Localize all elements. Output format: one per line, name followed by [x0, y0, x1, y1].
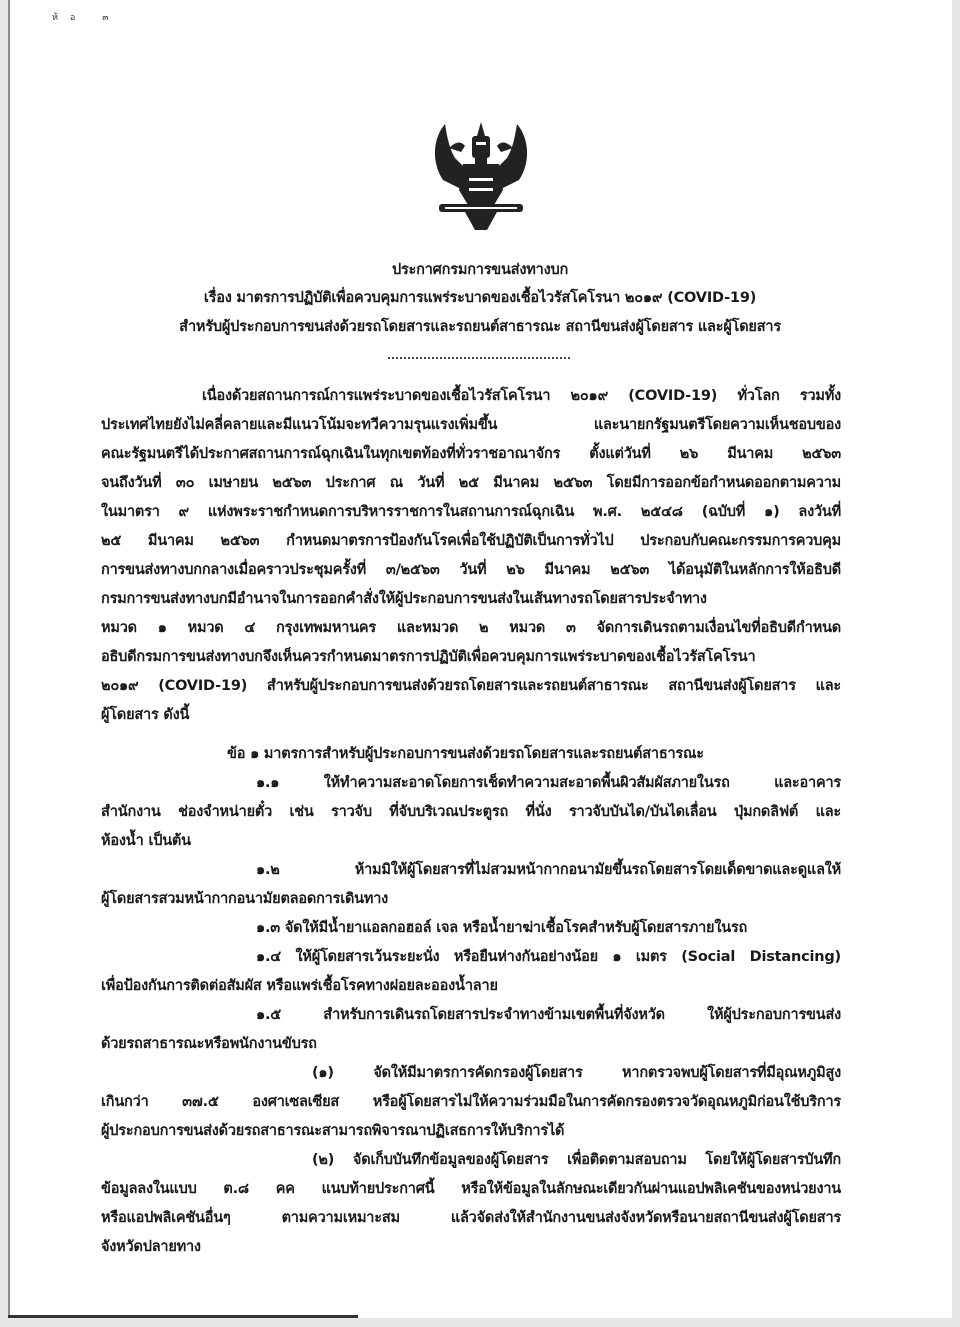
sub-item-2-line: (๒) จัดเก็บบันทึกข้อมูลของผู้โดยสาร เพื่อติดตามสอบถาม โดยให้ผู้โดยสารบันทึก [312, 1152, 841, 1168]
preamble-line: การขนส่งทางบกกลางเมื่อคราวประชุมครั้งที่ ๓/๒๕๖๓ วันที่ ๒๖ มีนาคม ๒๕๖๓ ได้อนุมัติในหลักการให้อธิบดี [101, 562, 841, 578]
sub-item-2-line: ข้อมูลลงในแบบ ต.๘ คค แนบท้ายประกาศนี้ หรือให้ข้อมูลในลักษณะเดียวกันผ่านแอปพลิเคชันของหน่วยงาน [101, 1181, 841, 1197]
sub-item-1-line: ผู้ประกอบการขนส่งด้วยรถสาธารณะสามารถพิจารณาปฏิเสธการให้บริการได้ [101, 1123, 565, 1139]
sub-item-1-line: เกินกว่า ๓๗.๕ องศาเซลเซียส หรือผู้โดยสารไม่ให้ความร่วมมือในการคัดกรองตรวจวัดอุณหภูมิก่อนใช้บริการ [101, 1094, 841, 1110]
garuda-emblem-icon [425, 118, 537, 236]
item-1-2-line: ๑.๒ ห้ามมิให้ผู้โดยสารที่ไม่สวมหน้ากากอนามัยขึ้นรถโดยสารโดยเด็ดขาดและดูแลให้ [256, 862, 841, 878]
sub-item-1-line: (๑) จัดให้มีมาตรการคัดกรองผู้โดยสาร หากตรวจพบผู้โดยสารที่มีอุณหภูมิสูง [312, 1065, 841, 1081]
preamble-line: อธิบดีกรมการขนส่งทางบกจึงเห็นควรกำหนดมาตรการปฏิบัติเพื่อควบคุมการแพร่ระบาดของเชื้อไวรัสโคโรนา [101, 649, 756, 665]
preamble-line: ผู้โดยสาร ดังนี้ [101, 707, 190, 723]
preamble-line: ประเทศไทยยังไม่คลี่คลายและมีแนวโน้มจะทวีความรุนแรงเพิ่มขึ้น และนายกรัฐมนตรีโดยความเห็นชอบของ [101, 417, 841, 433]
sub-item-2-line: จังหวัดปลายทาง [101, 1239, 201, 1255]
issuer-title: ประกาศกรมการขนส่งทางบก [391, 262, 569, 278]
preamble-line: หมวด ๑ หมวด ๔ กรุงเทพมหานคร และหมวด ๒ หมวด ๓ จัดการเดินรถตามเงื่อนไขที่อธิบดีกำหนด [101, 620, 841, 636]
subject-line-2: สำหรับผู้ประกอบการขนส่งด้วยรถโดยสารและรถยนต์สาธารณะ สถานีขนส่งผู้โดยสาร และผู้โดยสาร [179, 319, 781, 335]
preamble-line: เนื่องด้วยสถานการณ์การแพร่ระบาดของเชื้อไวรัสโคโรนา ๒๐๑๙ (COVID-19) ทั่วโลก รวมทั้ง [202, 388, 841, 404]
item-1-1-line: สำนักงาน ช่องจำหน่ายตั๋ว เช่น ราวจับ ที่จับบริเวณประตูรถ ที่นั่ง ราวจับบันได/บันไดเลื่อน ปุ่มกดลิฟต์ และ [101, 804, 841, 820]
item-1-5-line: ด้วยรถสาธารณะหรือพนักงานขับรถ [101, 1036, 317, 1052]
page-edge-shadow [8, 1315, 358, 1318]
title-divider [388, 357, 570, 359]
preamble-line: ๒๕ มีนาคม ๒๕๖๓ กำหนดมาตรการป้องกันโรคเพื่อใช้ปฏิบัติเป็นการทั่วไป ประกอบกับคณะกรรมการควบคุม [101, 533, 841, 549]
item-1-1-line: ๑.๑ ให้ทำความสะอาดโดยการเช็ดทำความสะอาดพื้นผิวสัมผัสภายในรถ และอาคาร [256, 775, 841, 791]
sub-item-2-line: หรือแอปพลิเคชันอื่นๆ ตามความเหมาะสม แล้วจัดส่งให้สำนักงานขนส่งจังหวัดหรือนายสถานีขนส่งผู้โดยสาร [101, 1210, 841, 1226]
item-1-5-line: ๑.๕ สำหรับการเดินรถโดยสารประจำทางข้ามเขตพื้นที่จังหวัด ให้ผู้ประกอบการขนส่ง [256, 1007, 841, 1023]
item-1-2-line: ผู้โดยสารสวมหน้ากากอนามัยตลอดการเดินทาง [101, 891, 389, 907]
subject-line-1: เรื่อง มาตรการปฏิบัติเพื่อควบคุมการแพร่ระบาดของเชื้อไวรัสโคโรนา ๒๐๑๙ (COVID-19) [203, 290, 757, 306]
item-1-4-line: ๑.๔ ให้ผู้โดยสารเว้นระยะนั่ง หรือยืนห่างกันอย่างน้อย ๑ เมตร (Social Distancing) [256, 949, 841, 965]
item-1-3-line: ๑.๓ จัดให้มีน้ำยาแอลกอฮอล์ เจล หรือน้ำยาฆ่าเชื้อโรคสำหรับผู้โดยสารภายในรถ [256, 920, 748, 936]
preamble-line: ในมาตรา ๙ แห่งพระราชกำหนดการบริหารราชการในสถานการณ์ฉุกเฉิน พ.ศ. ๒๕๔๘ (ฉบับที่ ๑) ลงวันที่ [101, 504, 841, 520]
item-1-1-line: ห้องน้ำ เป็นต้น [101, 833, 191, 849]
preamble-line: คณะรัฐมนตรีได้ประกาศสถานการณ์ฉุกเฉินในทุกเขตท้องที่ทั่วราชอาณาจักร ตั้งแต่วันที่ ๒๖ มีนาคม ๒๕๖๓ [101, 446, 841, 462]
preamble-line: ๒๐๑๙ (COVID-19) สำหรับผู้ประกอบการขนส่งด้วยรถโดยสารและรถยนต์สาธารณะ สถานีขนส่งผู้โดยสาร และ [101, 678, 841, 694]
preamble-line: จนถึงวันที่ ๓๐ เมษายน ๒๕๖๓ ประกาศ ณ วันที่ ๒๕ มีนาคม ๒๕๖๓ โดยมีการออกข้อกำหนดออกตามความ [101, 475, 841, 491]
item-1-4-line: เพื่อป้องกันการติดต่อสัมผัส หรือแพร่เชื้อโรคทางฝอยละอองน้ำลาย [101, 978, 498, 994]
preamble-line: กรมการขนส่งทางบกมีอำนาจในการออกคำสั่งให้ผู้ประกอบการขนส่งในเส้นทางรถโดยสารประจำทาง [101, 591, 707, 607]
page-corner-mark: ห้อ ๓ [52, 13, 121, 23]
section-heading: ข้อ ๑ มาตรการสำหรับผู้ประกอบการขนส่งด้วยรถโดยสารและรถยนต์สาธารณะ [227, 746, 704, 762]
